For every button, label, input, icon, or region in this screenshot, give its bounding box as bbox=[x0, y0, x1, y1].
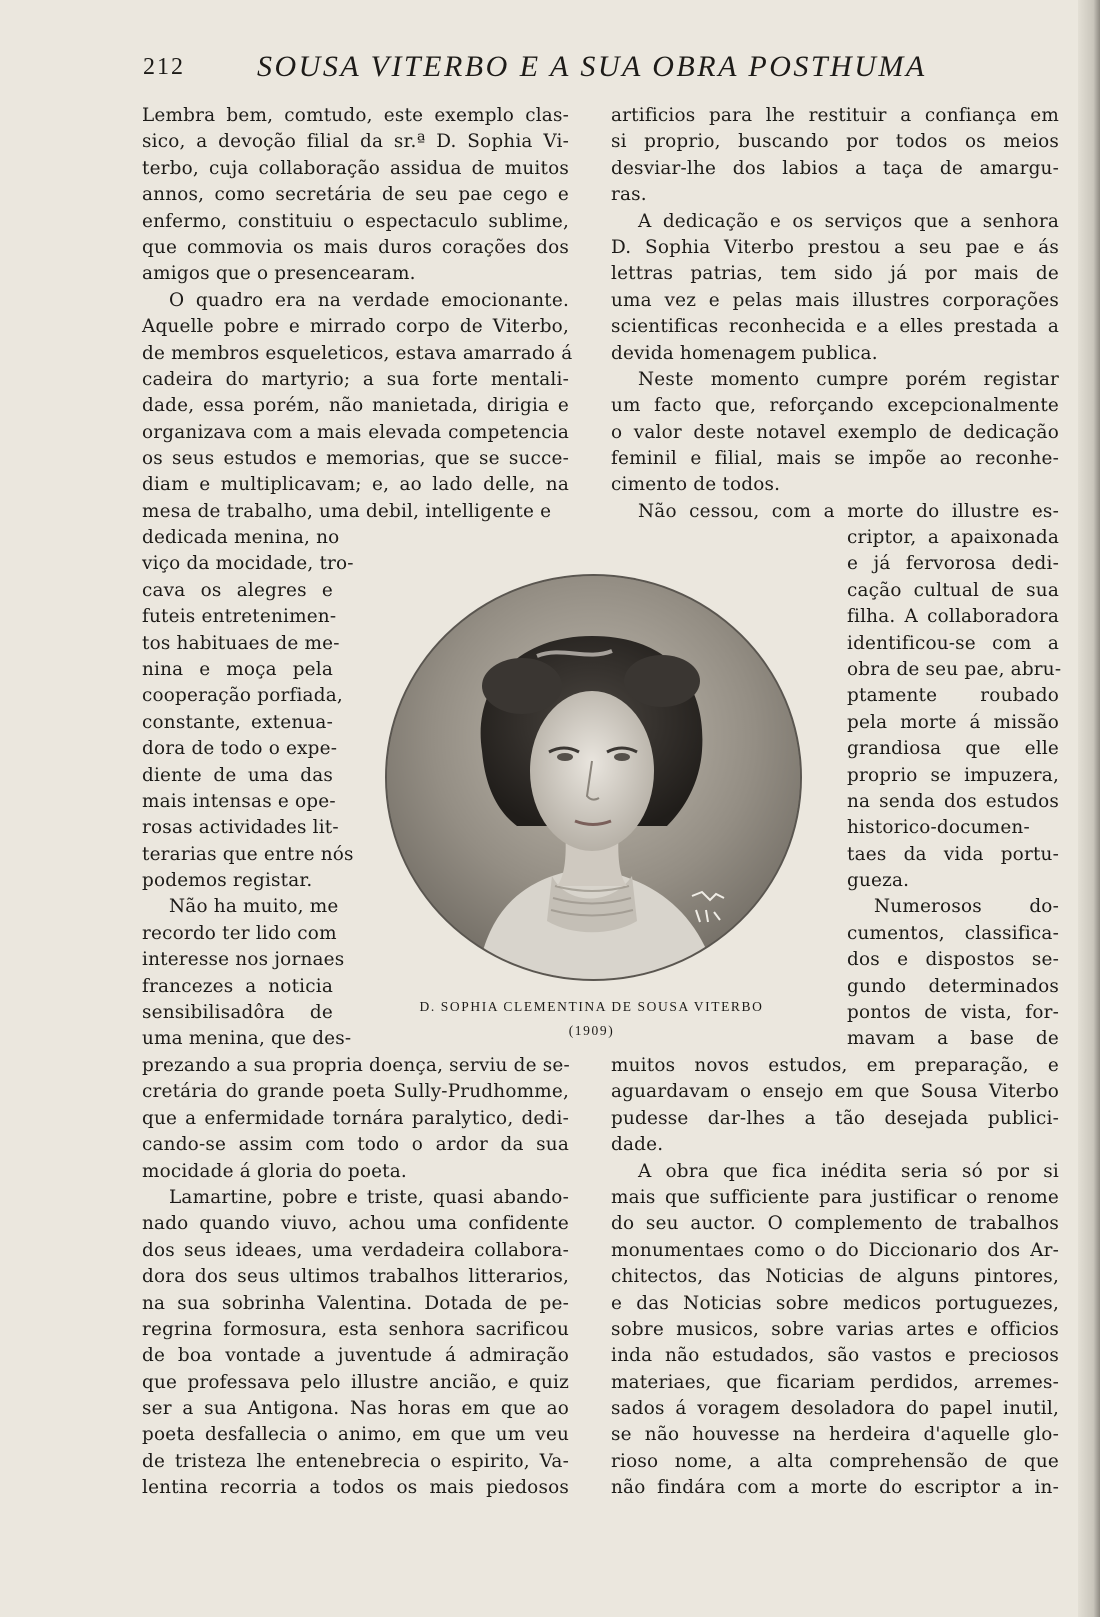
text-line: na senda dos estudos bbox=[847, 790, 1059, 812]
text-line: que commovia os mais duros corações dos bbox=[142, 236, 569, 258]
text-line: Lembra bem, comtudo, este exemplo clas- bbox=[142, 105, 569, 126]
text-line: ptamente roubado bbox=[847, 685, 1059, 707]
text-line: Não cessou, com a morte do illustre es- bbox=[638, 500, 1059, 522]
text-line: uma vez e pelas mais illustres corporações bbox=[611, 289, 1059, 311]
text-line: dos seus ideaes, uma verdadeira collabora- bbox=[142, 1239, 569, 1261]
right-column-narrow bbox=[847, 525, 1062, 1053]
text-line: de tristeza lhe entenebrecia o espirito, Va- bbox=[142, 1450, 569, 1472]
text-line: pela morte á missão bbox=[847, 711, 1059, 733]
text-line: cando-se assim com todo o ardor da sua bbox=[142, 1134, 569, 1156]
text-line: Não ha muito, me bbox=[169, 896, 339, 918]
page-header bbox=[0, 50, 1100, 90]
text-line: O quadro era na verdade emocionante. bbox=[169, 289, 569, 311]
text-line: A dedicação e os serviços que a senhora bbox=[638, 210, 1059, 232]
text-line: criptor, a apaixonada bbox=[847, 527, 1059, 548]
text-line: mocidade á gloria do poeta. bbox=[142, 1160, 407, 1182]
text-line: rosas actividades lit- bbox=[142, 817, 339, 839]
text-line: gundo determinados bbox=[847, 975, 1059, 997]
text-line: Aquelle pobre e mirrado corpo de Viterbo, bbox=[142, 316, 569, 338]
text-line: A obra que fica inédita seria só por si bbox=[638, 1160, 1059, 1182]
text-line: regrina formosura, esta senhora sacrificou bbox=[142, 1318, 569, 1340]
text-line: ras. bbox=[611, 184, 647, 206]
text-line: sensibilisadôra de bbox=[142, 1002, 333, 1024]
text-line: cretária do grande poeta Sully-Prudhomme, bbox=[142, 1081, 569, 1103]
text-line: cava os alegres e bbox=[142, 579, 333, 601]
text-line: não findára com a morte do escriptor a in- bbox=[611, 1477, 1059, 1499]
text-line: materiaes, que ficariam perdidos, arremes- bbox=[611, 1371, 1059, 1393]
text-line: poeta desfallecia o animo, em que um veu bbox=[142, 1424, 569, 1446]
text-line: dora de todo o expe- bbox=[142, 738, 338, 760]
text-line: devida homenagem publica. bbox=[611, 342, 878, 364]
text-line: nado quando viuvo, achou uma confidente bbox=[142, 1213, 569, 1235]
text-line: monumentaes como o do Diccionario dos Ar- bbox=[611, 1239, 1059, 1261]
text-line: identificou-se com a bbox=[847, 632, 1059, 654]
text-line: taes da vida portu- bbox=[847, 843, 1059, 865]
text-line: D. Sophia Viterbo prestou a seu pae e ás bbox=[611, 236, 1059, 258]
text-line: dade, essa porém, não manietada, dirigia e bbox=[142, 395, 569, 417]
text-line: de membros esqueleticos, estava amarrado á bbox=[142, 342, 573, 364]
text-line: proprio se impuzera, bbox=[847, 764, 1059, 786]
text-line: si proprio, buscando por todos os meios bbox=[611, 131, 1059, 153]
running-title: SOUSA VITERBO E A SUA OBRA POSTHUMA bbox=[257, 50, 927, 83]
text-line: pudesse dar-lhes a tão desejada publici- bbox=[611, 1107, 1059, 1129]
text-line: cadeira do martyrio; a sua forte mentali- bbox=[142, 368, 569, 390]
page-edge-shadow bbox=[1078, 0, 1100, 1617]
text-line: cimento de todos. bbox=[611, 474, 781, 496]
text-line: se não houvesse na herdeira d'aquelle glo- bbox=[611, 1424, 1059, 1446]
text-line: dedicada menina, no bbox=[142, 527, 340, 548]
text-line: tos habituaes de me- bbox=[142, 632, 340, 654]
portrait-photo bbox=[385, 574, 802, 981]
text-line: sados á voragem desoladora do papel inutil, bbox=[611, 1398, 1059, 1420]
text-line: sico, a devoção filial da sr.ª D. Sophia Vi- bbox=[142, 131, 569, 153]
text-line: um facto que, reforçando excepcionalmente bbox=[611, 395, 1059, 417]
text-line: que professava pelo illustre ancião, e quiz bbox=[142, 1371, 569, 1393]
text-line: lentina recorria a todos os mais piedosos bbox=[142, 1477, 569, 1499]
text-line: enfermo, constituiu o espectaculo sublime, bbox=[142, 210, 569, 232]
page-number: 212 bbox=[143, 54, 185, 80]
left-column-bottom bbox=[142, 1053, 569, 1502]
text-line: annos, como secretária de seu pae cego e bbox=[142, 184, 569, 206]
text-line: aguardavam o ensejo em que Sousa Viterbo bbox=[611, 1081, 1059, 1103]
text-line: filha. A collaboradora bbox=[847, 606, 1059, 628]
text-line: e já fervorosa dedi- bbox=[847, 553, 1059, 575]
text-line: nina e moça pela bbox=[142, 658, 333, 680]
text-line: rioso nome, a alta comprehensão de que bbox=[611, 1450, 1059, 1472]
text-line: de boa vontade a juventude á admiração bbox=[142, 1345, 569, 1367]
text-line: o valor deste notavel exemplo de dedicação bbox=[611, 421, 1059, 443]
text-line: desviar-lhe dos labios a taça de amargu- bbox=[611, 157, 1059, 179]
text-line: terbo, cuja collaboração assidua de muitos bbox=[142, 157, 569, 179]
text-line: Lamartine, pobre e triste, quasi abando- bbox=[169, 1186, 569, 1208]
text-line: cooperação porfiada, bbox=[142, 685, 343, 707]
photographer-monogram-icon bbox=[688, 888, 732, 928]
text-line: mais que sufficiente para justificar o renome bbox=[611, 1186, 1059, 1208]
text-line: constante, extenua- bbox=[142, 711, 333, 733]
text-line: obra de seu pae, abru- bbox=[847, 658, 1062, 680]
text-line: uma menina, que des- bbox=[142, 1028, 352, 1050]
text-line: dade. bbox=[611, 1134, 664, 1156]
text-line: gueza. bbox=[847, 870, 910, 892]
text-line: lettras patrias, tem sido já por mais de bbox=[611, 263, 1059, 285]
text-line: e das Noticias sobre medicos portuguezes, bbox=[611, 1292, 1059, 1314]
text-line: scientificas reconhecida e a elles prestada a bbox=[611, 316, 1059, 338]
text-line: muitos novos estudos, em preparação, e bbox=[611, 1055, 1059, 1076]
text-line: feminil e filial, mais se impõe ao reconhe- bbox=[611, 448, 1059, 470]
text-line: os seus estudos e memorias, que se succe- bbox=[142, 448, 569, 470]
text-line: do seu auctor. O complemento de trabalhos bbox=[611, 1213, 1059, 1235]
text-line: sobre musicos, sobre varias artes e officios bbox=[611, 1318, 1059, 1340]
text-line: Numerosos do- bbox=[874, 896, 1059, 918]
text-line: inda não estudados, são vastos e preciosos bbox=[611, 1345, 1059, 1367]
text-line: organizava com a mais elevada competencia bbox=[142, 421, 569, 443]
text-line: que a enfermidade tornára paralytico, dedi- bbox=[142, 1107, 569, 1129]
portrait-caption bbox=[385, 995, 798, 1043]
caption-name: D. SOPHIA CLEMENTINA DE SOUSA VITERBO bbox=[419, 999, 764, 1014]
text-line: na sua sobrinha Valentina. Dotada de pe- bbox=[142, 1292, 569, 1314]
text-line: diente de uma das bbox=[142, 764, 333, 786]
text-line: recordo ter lido com bbox=[142, 922, 337, 944]
text-line: pontos de vista, for- bbox=[847, 1002, 1059, 1024]
text-line: diam e multiplicavam; e, ao lado delle, na bbox=[142, 474, 569, 496]
text-line: amigos que o presencearam. bbox=[142, 263, 416, 285]
left-column-top bbox=[142, 103, 573, 525]
text-line: francezes a noticia bbox=[142, 975, 333, 997]
text-line: podemos registar. bbox=[142, 870, 313, 892]
text-line: Neste momento cumpre porém registar bbox=[638, 368, 1059, 390]
text-line: mavam a base de bbox=[847, 1028, 1059, 1050]
text-line: artificios para lhe restituir a confiança em bbox=[611, 105, 1059, 126]
right-column-top bbox=[611, 103, 1059, 525]
text-line: futeis entretenimen- bbox=[142, 606, 337, 628]
text-line: ser a sua Antigona. Nas horas em que ao bbox=[142, 1398, 569, 1420]
right-column-bottom bbox=[611, 1053, 1059, 1502]
text-line: grandiosa que elle bbox=[847, 738, 1059, 760]
text-line: chitectos, das Noticias de alguns pintores, bbox=[611, 1266, 1059, 1288]
text-line: cumentos, classifica- bbox=[847, 922, 1059, 944]
text-line: cação cultual de sua bbox=[847, 579, 1059, 601]
caption-year: (1909) bbox=[568, 1023, 615, 1038]
text-line: dos e dispostos se- bbox=[847, 949, 1059, 971]
text-line: dora dos seus ultimos trabalhos litterarios, bbox=[142, 1266, 569, 1288]
text-line: mesa de trabalho, uma debil, intelligente e bbox=[142, 500, 552, 522]
left-column-narrow bbox=[142, 525, 354, 1053]
text-line: mais intensas e ope- bbox=[142, 790, 336, 812]
text-line: interesse nos jornaes bbox=[142, 949, 345, 971]
text-line: historico-documen- bbox=[847, 817, 1030, 839]
text-line: prezando a sua propria doença, serviu de se- bbox=[142, 1055, 570, 1076]
text-line: terarias que entre nós bbox=[142, 843, 354, 865]
text-line: viço da mocidade, tro- bbox=[142, 553, 354, 575]
